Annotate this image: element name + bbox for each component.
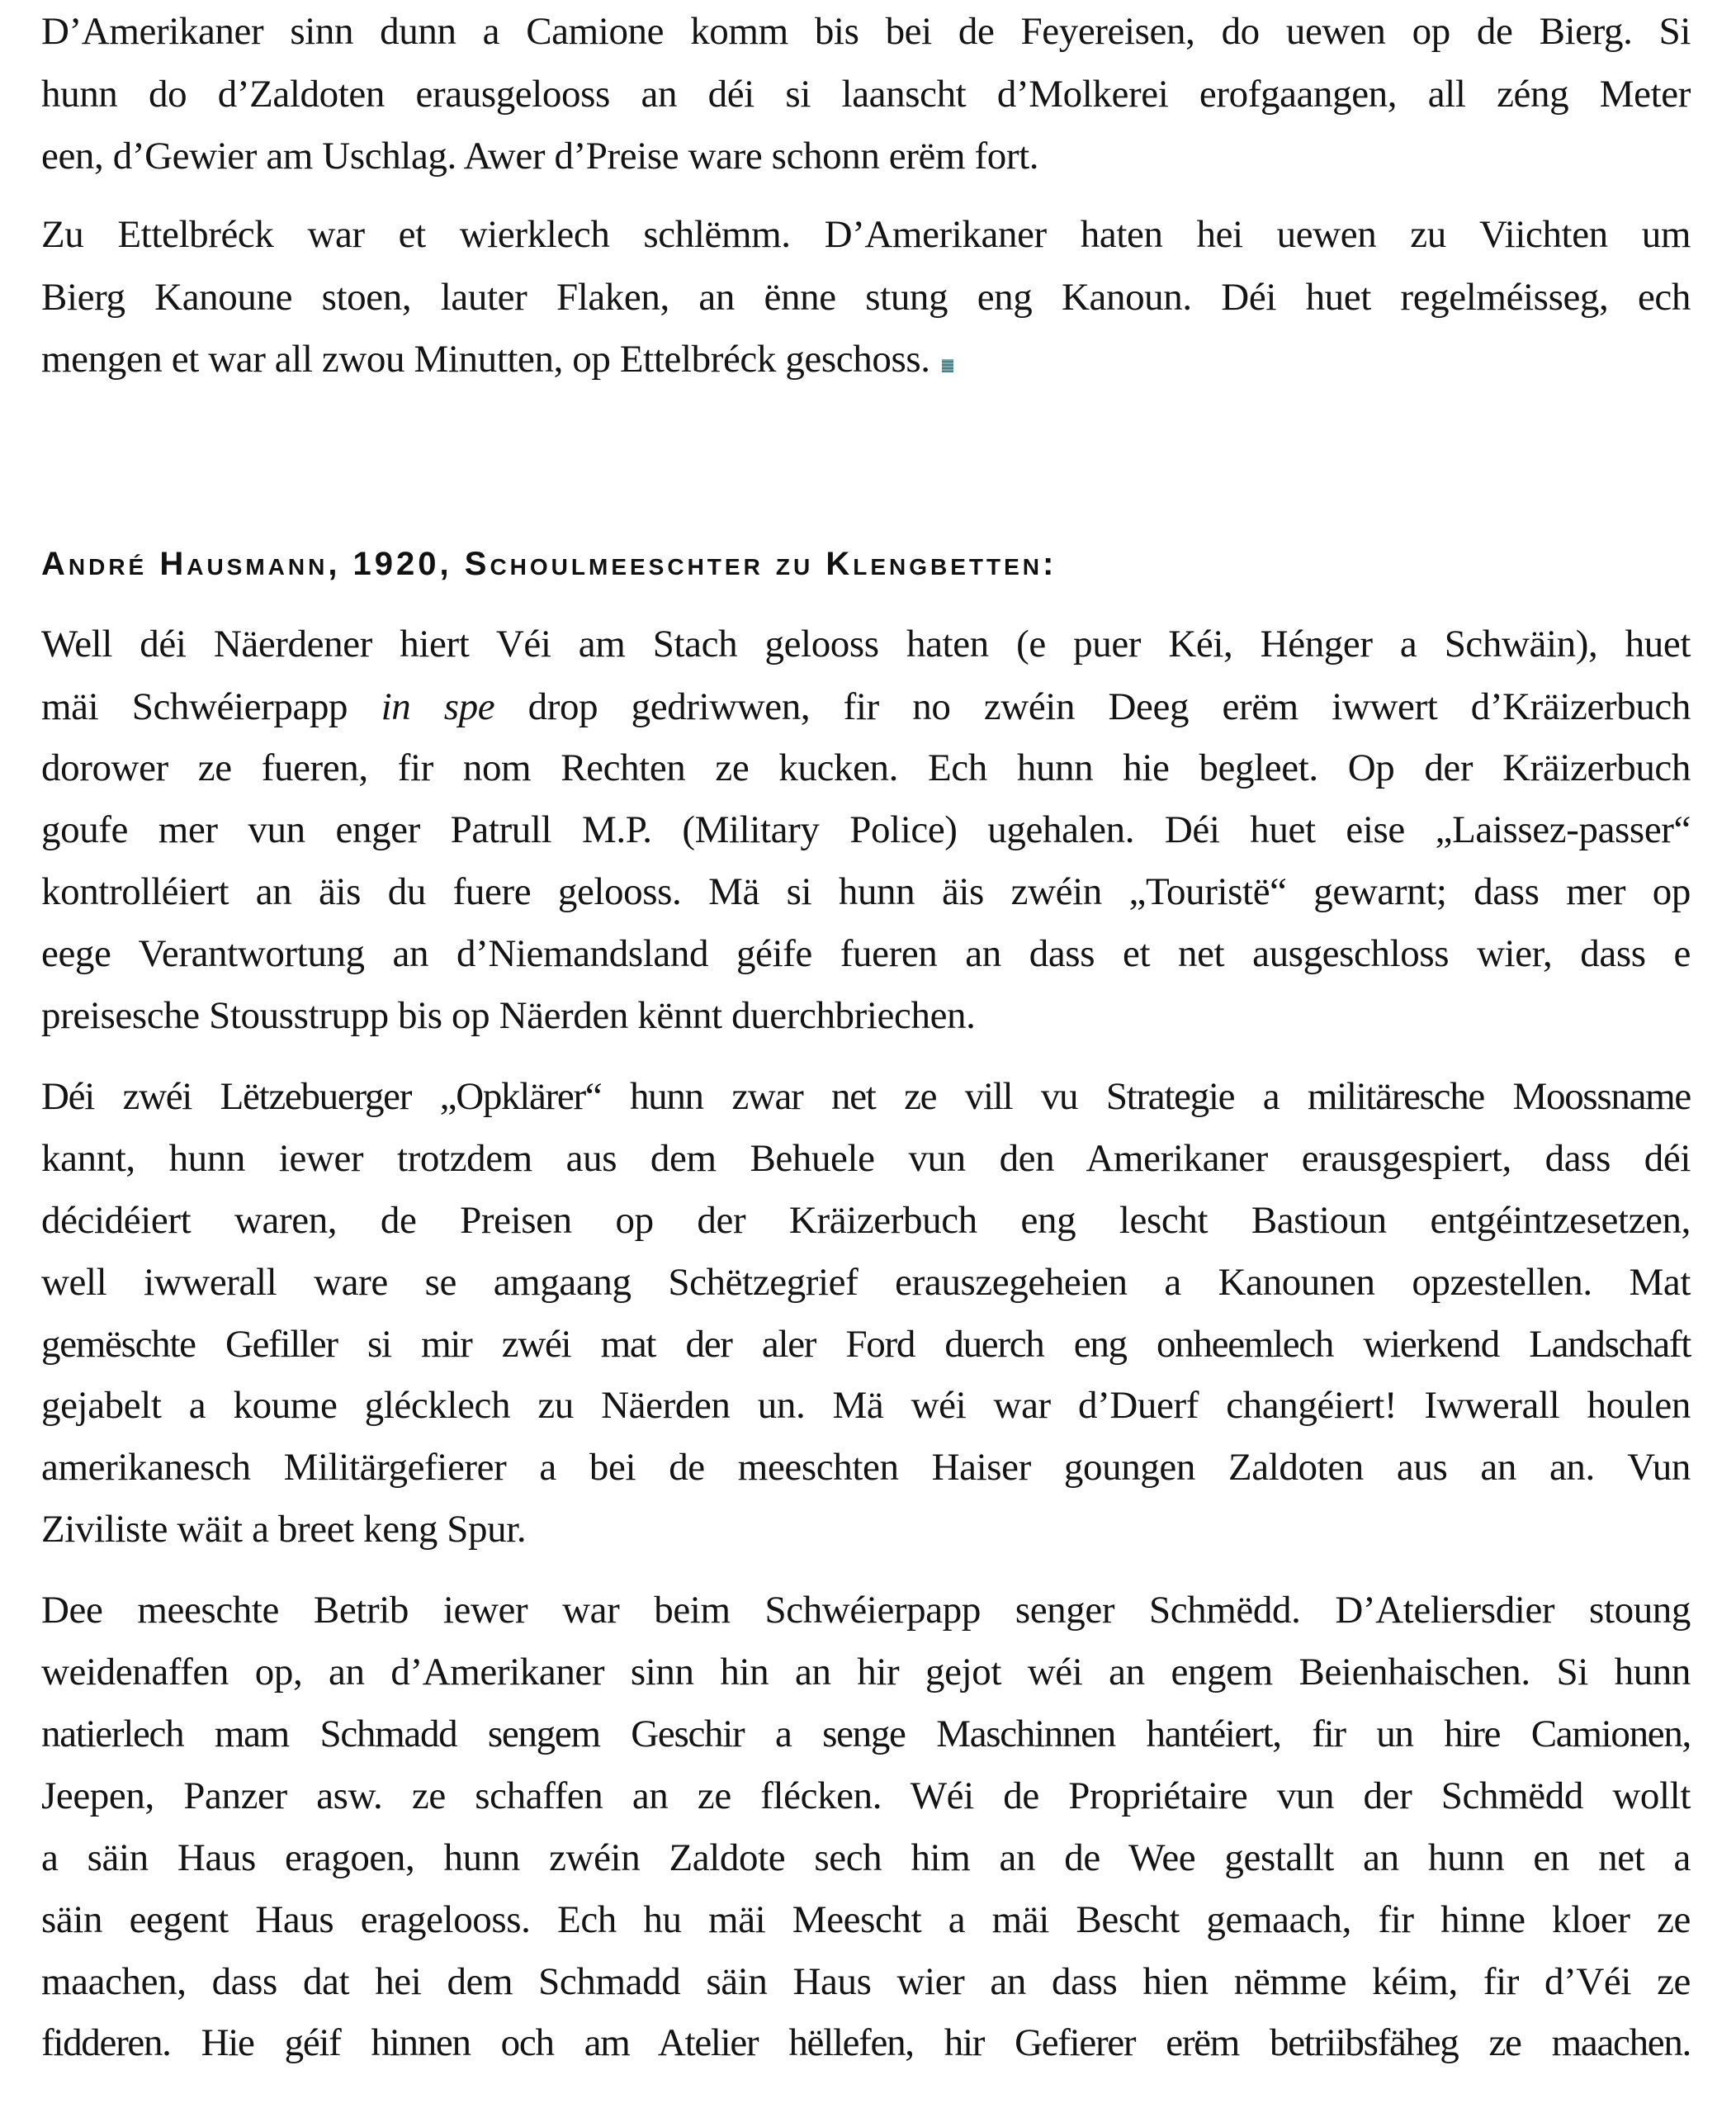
s-p1-line-6: eege Verantwortung an d’Niemandsland géife fueren an dass et net ausgeschloss wier, dass e — [41, 932, 1691, 975]
s-p1-line-4: goufe mer vun enger Patrull M.P. (Military Police) ugehalen. Déi huet eise „Laissez-passer“ — [41, 808, 1691, 851]
s-p1-line-2 — [41, 682, 1691, 732]
s-p2-line-3: décidéiert waren, de Preisen op der Kräizerbuch eng lescht Bastioun entgéintzesetzen, — [41, 1199, 1691, 1242]
s-p3-line-5: a säin Haus eragoen, hunn zwéin Zaldote sech him an de Wee gestallt an hunn en net a — [41, 1836, 1691, 1879]
s-p3-line-1: Dee meeschte Betrib iewer war beim Schwéierpapp senger Schmëdd. D’Ateliersdier stoung — [41, 1589, 1691, 1632]
intro-p2-line-2: Bierg Kanoune stoen, lauter Flaken, an ënne stung eng Kanoun. Déi huet regelméisseg, ech — [41, 276, 1691, 319]
s-p1-line-3: dorower ze fueren, fir nom Rechten ze kucken. Ech hunn hie begleet. Op der Kräizerbuch — [41, 746, 1691, 789]
s-p2-line-1: Déi zwéi Lëtzebuerger „Opklärer“ hunn zwar net ze vill vu Strategie a militäresche Moossname — [41, 1075, 1691, 1118]
intro-p2-line-1: Zu Ettelbréck war et wierklech schlëmm. D’Amerikaner haten hei uewen zu Viichten um — [41, 213, 1691, 256]
s-p1-line-1: Well déi Näerdener hiert Véi am Stach gelooss haten (e puer Kéi, Hénger a Schwäin), huet — [41, 623, 1691, 666]
s-p2-line-5: gemëschte Gefiller si mir zwéi mat der aler Ford duerch eng onheemlech wierkend Landschaft — [41, 1323, 1691, 1366]
s-p3-line-7: maachen, dass dat hei dem Schmadd säin Haus wier an dass hien nëmme kéim, fir d’Véi ze — [41, 1960, 1691, 2003]
s-p1-line-2-after: drop gedriwwen, fir no zwéin Deeg erëm iwwert d’Kräizerbuch — [494, 685, 1691, 728]
intro-p2-line-3 — [41, 334, 1691, 384]
s-p3-line-6: säin eegent Haus eragelooss. Ech hu mäi Meescht a mäi Bescht gemaach, fir hinne kloer ze — [41, 1898, 1691, 1941]
s-p2-line-6: gejabelt a koume glécklech zu Näerden un. Mä wéi war d’Duerf changéiert! Iwwerall houlen — [41, 1384, 1691, 1427]
s-p3-line-3: natierlech mam Schmadd sengem Geschir a senge Maschinnen hantéiert, fir un hire Camionen, — [41, 1712, 1691, 1755]
section-heading: André Hausmann, 1920, Schoulmeeschter zu Klengbetten: — [41, 546, 1057, 582]
italic-phrase: in spe — [381, 685, 495, 728]
intro-p1-line-3: een, d’Gewier am Uschlag. Awer d’Preise ware schonn erëm fort. — [41, 135, 1039, 178]
s-p2-line-7: amerikanesch Militärgefierer a bei de meeschten Haiser goungen Zaldoten aus an an. Vun — [41, 1446, 1691, 1489]
s-p3-line-4: Jeepen, Panzer asw. ze schaffen an ze flécken. Wéi de Propriétaire vun der Schmëdd wollt — [41, 1774, 1691, 1817]
s-p3-line-8: fidderen. Hie géif hinnen och am Atelier hëllefen, hir Gefierer erëm betriibsfäheg ze maachen. — [41, 2021, 1691, 2064]
intro-p1-line-2: hunn do d’Zaldoten erausgelooss an déi si laanscht d’Molkerei erofgaangen, all zéng Meter — [41, 73, 1691, 116]
square-end-mark-icon — [942, 359, 953, 372]
intro-p2-line-3-text: mengen et war all zwou Minutten, op Ettelbréck geschoss. — [41, 338, 930, 381]
s-p3-line-2: weidenaffen op, an d’Amerikaner sinn hin an hir gejot wéi an engem Beienhaischen. Si hunn — [41, 1651, 1691, 1694]
s-p2-line-4: well iwwerall ware se amgaang Schëtzegrief erauszegeheien a Kanounen opzestellen. Mat — [41, 1261, 1691, 1304]
s-p1-line-5: kontrolléiert an äis du fuere gelooss. Mä si hunn äis zwéin „Touristë“ gewarnt; dass mer op — [41, 870, 1691, 913]
s-p1-line-7: preisesche Stousstrupp bis op Näerden kënnt duerchbriechen. — [41, 994, 976, 1037]
intro-p1-line-1: D’Amerikaner sinn dunn a Camione komm bis bei de Feyereisen, do uewen op de Bierg. Si — [41, 10, 1691, 53]
s-p1-line-2-before: mäi Schwéierpapp — [41, 685, 381, 728]
s-p2-line-2: kannt, hunn iewer trotzdem aus dem Behuele vun den Amerikaner erausgespiert, dass déi — [41, 1137, 1691, 1180]
s-p2-line-8: Ziviliste wäit a breet keng Spur. — [41, 1508, 527, 1551]
